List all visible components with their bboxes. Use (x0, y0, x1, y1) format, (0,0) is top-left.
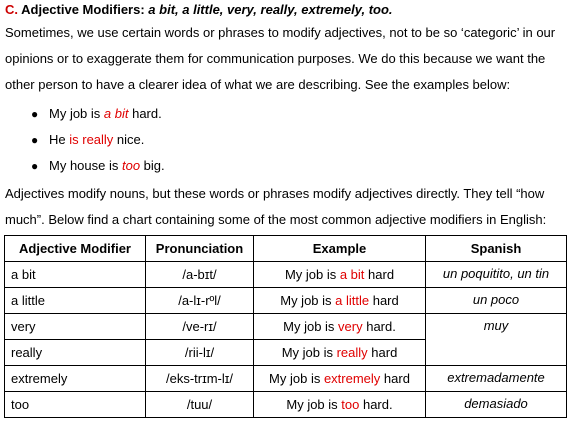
example-before: He (49, 132, 70, 147)
example-before: My house is (49, 158, 122, 173)
example-before: My job is (286, 397, 342, 412)
section-examples: a bit, a little, very, really, extremely, too. (148, 2, 393, 17)
example-after: hard (364, 267, 395, 282)
cell-modifier: very (5, 314, 146, 340)
example-after: hard (380, 371, 410, 386)
example-after: big. (140, 158, 165, 173)
cell-example (254, 340, 426, 366)
example-modifier: too (121, 158, 141, 173)
cell-pronunciation: /rii-lɪ/ (146, 340, 254, 366)
example-modifier: is really (69, 132, 114, 147)
outro-line: Adjectives modify nouns, but these words or phrases modify adjectives directly. They tell “how (5, 186, 545, 201)
outro-line: much”. Below find a chart containing some of the most common adjective modifiers in English: (5, 212, 547, 227)
example-modifier: a little (335, 293, 370, 308)
cell-modifier: extremely (5, 366, 146, 392)
example-modifier: a bit (103, 106, 129, 121)
example-modifier: a bit (339, 267, 365, 282)
cell-pronunciation: /a-bɪt/ (146, 262, 254, 288)
example-before: My job is (284, 267, 340, 282)
cell-pronunciation: /ve-rɪ/ (146, 314, 254, 340)
header-spanish: Spanish (426, 236, 567, 262)
example-after: hard. (128, 106, 162, 121)
cell-example (254, 288, 426, 314)
example-modifier: very (338, 319, 363, 334)
bullet-icon: ● (31, 107, 39, 121)
table-row (5, 366, 567, 392)
example-modifier: too (341, 397, 360, 412)
cell-spanish: un poquitito, un tin (426, 262, 567, 288)
cell-example (254, 366, 426, 392)
cell-pronunciation: /eks-trɪm-lɪ/ (146, 366, 254, 392)
example-text (49, 127, 144, 153)
outro-paragraph (5, 181, 575, 233)
header-modifier: Adjective Modifier (5, 236, 146, 262)
table-row (5, 314, 567, 340)
table-row (5, 392, 567, 418)
modifiers-table (4, 235, 567, 418)
cell-pronunciation: /a-lɪ-rºl/ (146, 288, 254, 314)
intro-line: opinions or to exaggerate them for communication purposes. We do this because we want the (5, 51, 546, 66)
section-title: Adjective Modifiers: (21, 2, 145, 17)
example-before: My job is (280, 293, 336, 308)
table-header-row (5, 236, 567, 262)
example-after: hard. (359, 397, 393, 412)
example-before: My job is (49, 106, 104, 121)
section-heading (5, 3, 393, 16)
example-after: hard (369, 293, 399, 308)
header-example: Example (254, 236, 426, 262)
cell-spanish: un poco (426, 288, 567, 314)
example-before: My job is (281, 345, 337, 360)
cell-example (254, 262, 426, 288)
cell-modifier: a little (5, 288, 146, 314)
cell-example (254, 392, 426, 418)
cell-modifier: really (5, 340, 146, 366)
intro-paragraph (5, 20, 575, 98)
cell-example (254, 314, 426, 340)
example-text (49, 153, 165, 179)
cell-spanish: muy (426, 314, 567, 366)
cell-pronunciation: /tuu/ (146, 392, 254, 418)
example-before: My job is (283, 319, 339, 334)
bullet-icon: ● (31, 133, 39, 147)
example-text (49, 101, 162, 127)
table-row (5, 288, 567, 314)
example-after: hard. (362, 319, 396, 334)
example-after: hard (367, 345, 398, 360)
table-row (5, 262, 567, 288)
bullet-icon: ● (31, 159, 39, 173)
example-before: My job is (269, 371, 324, 386)
cell-modifier: a bit (5, 262, 146, 288)
cell-modifier: too (5, 392, 146, 418)
example-modifier: really (336, 345, 368, 360)
intro-line: Sometimes, we use certain words or phrases to modify adjectives, not to be so ‘categoric’ in our (5, 25, 556, 40)
header-pronunciation: Pronunciation (146, 236, 254, 262)
section-letter: C. (5, 2, 18, 17)
intro-line: other person to have a clearer idea of what we are describing. See the examples below: (5, 77, 511, 92)
cell-spanish: extremadamente (426, 366, 567, 392)
example-modifier: extremely (323, 371, 381, 386)
example-after: nice. (113, 132, 145, 147)
cell-spanish: demasiado (426, 392, 567, 418)
